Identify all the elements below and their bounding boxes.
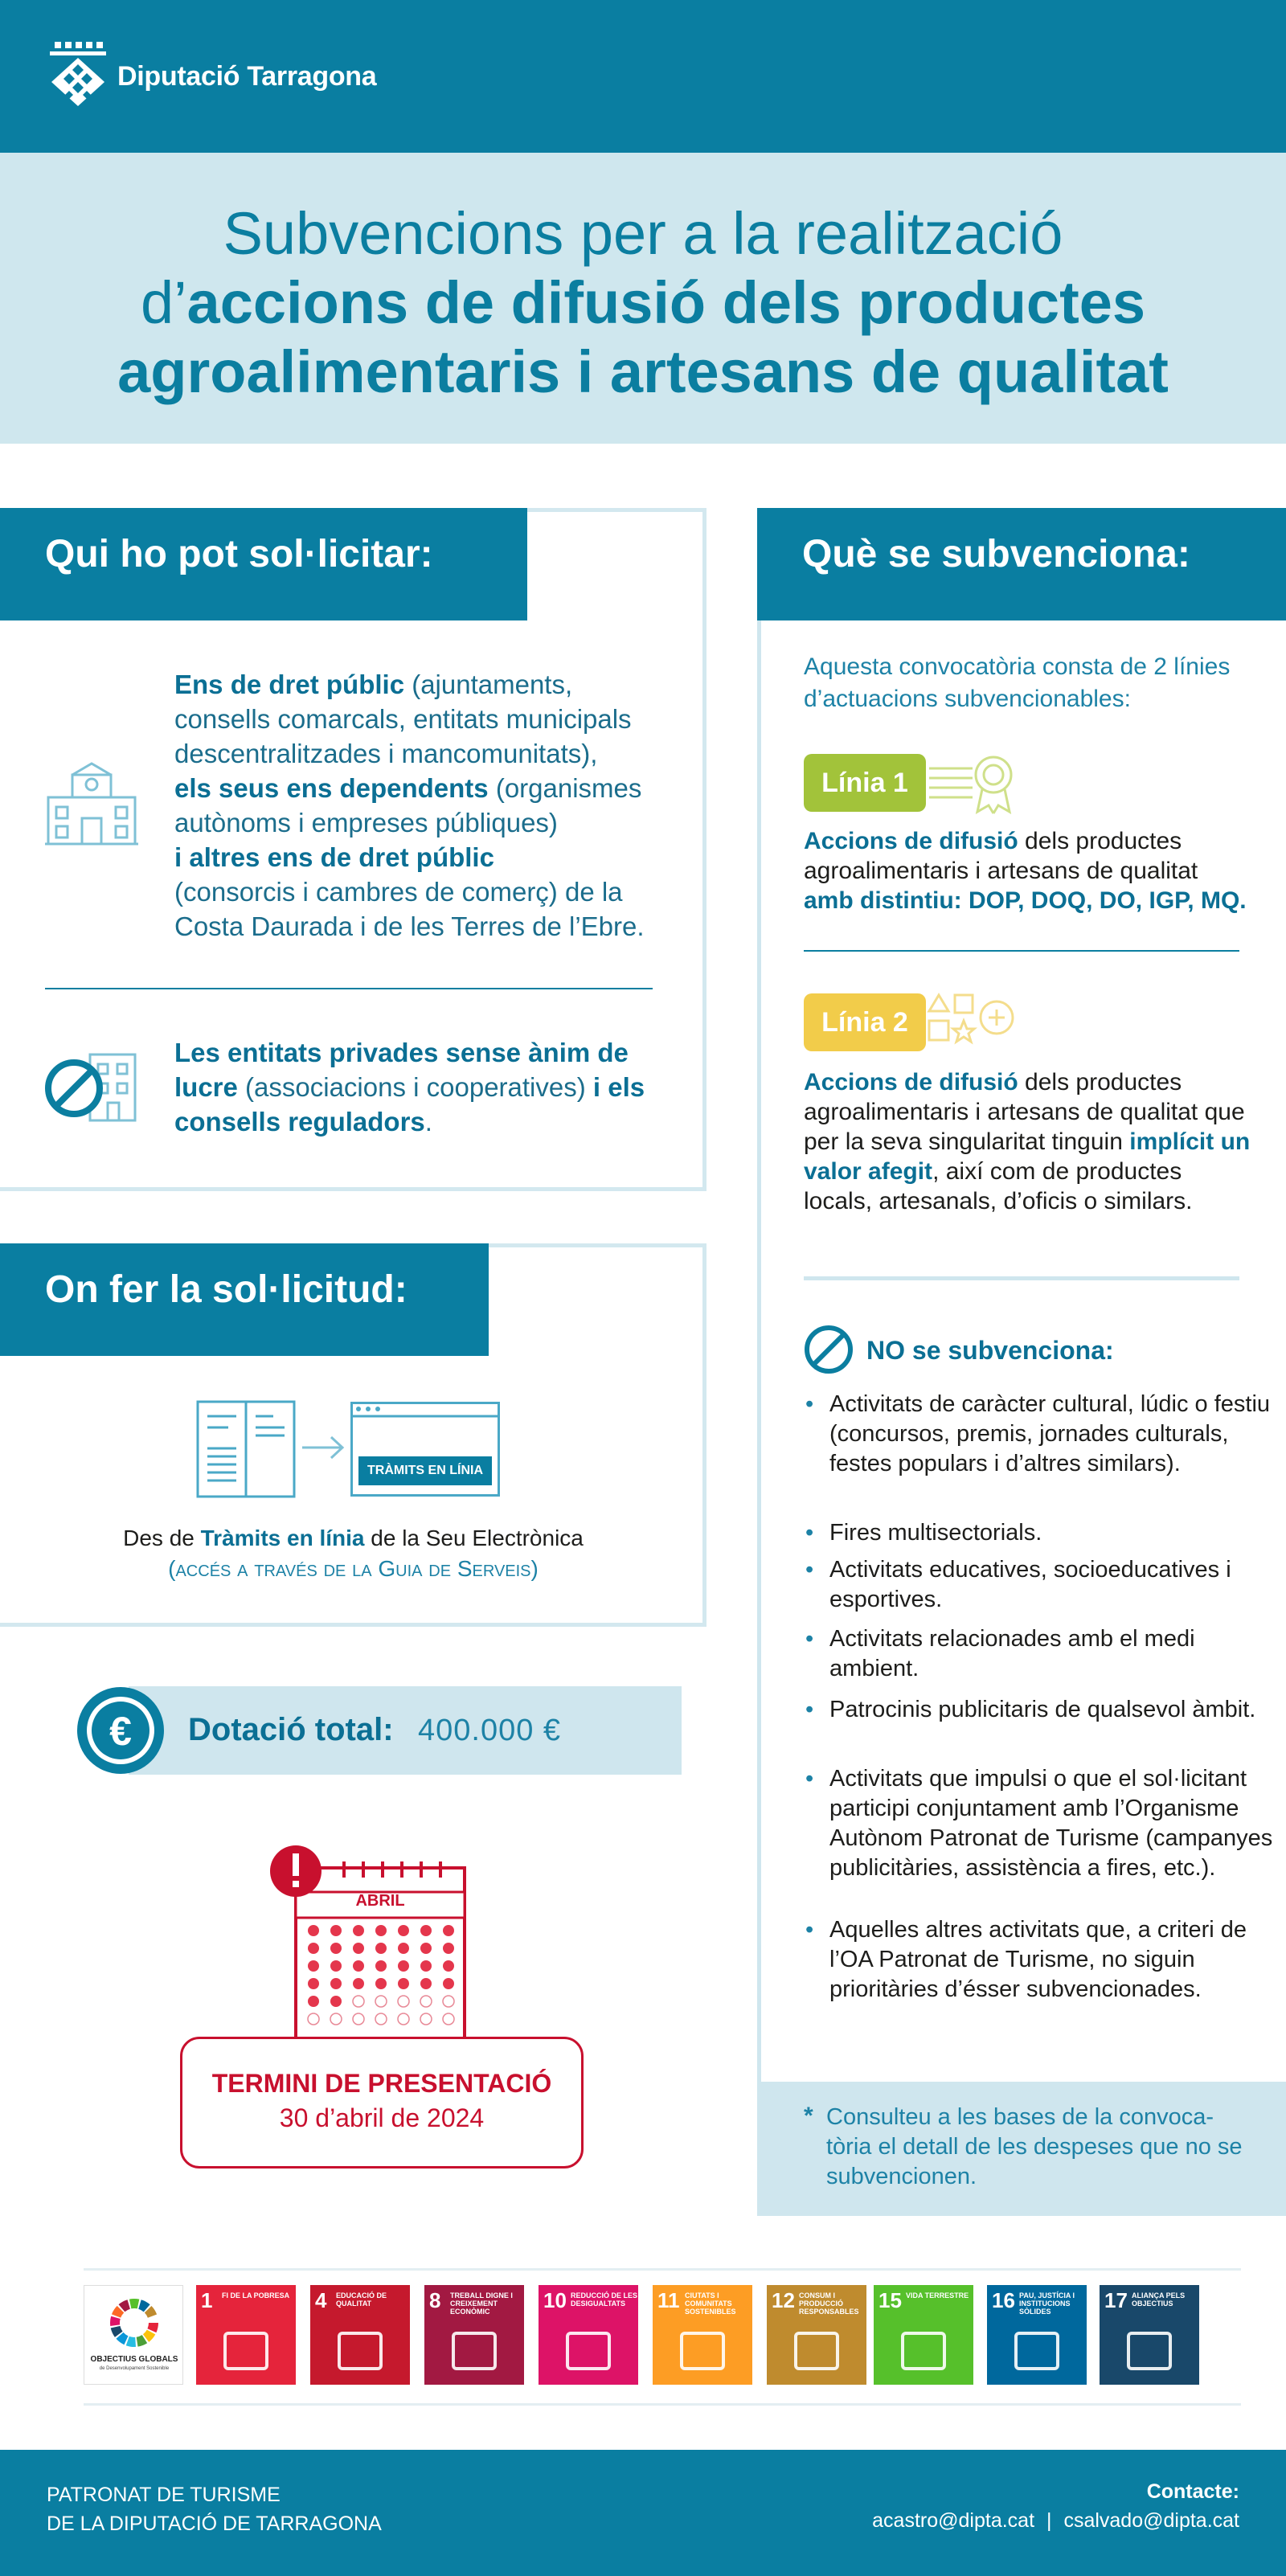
note-text: Consulteu a les bases de la convoca-tòria el detall de les despeses que no se subvencionen. (826, 2104, 1243, 2189)
note-star: * (804, 2103, 813, 2129)
where-suffix: de la Seu Electrònica (364, 1526, 584, 1550)
sdg-pictogram-icon (1127, 2332, 1172, 2370)
sdg-number: 15 (878, 2288, 902, 2312)
who2-t2: . (424, 1107, 432, 1136)
calendar-day-dot (443, 1925, 454, 1936)
who-t3: (consorcis i cambres de comerç) de la Costa Daurada i de les Terres de l’Ebre. (174, 877, 645, 941)
sdg-label: REDUCCIÓ DE LES DESIGUALTATS (571, 2291, 638, 2308)
calendar-day-dot (353, 1925, 364, 1936)
list-item-text: Activitats de caràcter cultural, lúdic o festiu (concursos, premis, jornades culturals, festes populars i d’altres similars). (829, 1391, 1271, 1476)
sdg-tile-4 (310, 2285, 410, 2385)
sdg-number: 12 (772, 2288, 795, 2312)
sdg-pictogram-icon (794, 2332, 839, 2370)
who-t2: (organismes autònoms i empreses públiques) (174, 773, 642, 838)
title-line-2 (0, 268, 1286, 338)
sdg-logo (84, 2285, 183, 2385)
calendar-day-dot (375, 1960, 387, 1972)
budget-label: Dotació total: (188, 1712, 394, 1747)
sdg-label: FI DE LA POBRESA (222, 2291, 290, 2300)
sdg-number: 4 (315, 2288, 327, 2312)
linia2-t1: dels productes agroalimentaris i artesans de qualitat que per la seva singularitat tinguin (804, 1069, 1245, 1155)
tramits-link[interactable]: Tràmits en línia (200, 1526, 365, 1550)
linia1-b1: Accions de difusió (804, 828, 1018, 854)
sdg-tile-10 (539, 2285, 638, 2385)
list-item: • Activitats que impulsi o que el sol·licitant participi conjuntament amb l’Organisme Autònom Patronat de Turisme (campanyes publicitàries, assistència a fires, etc.). (805, 1766, 1273, 1881)
sdg-pictogram-icon (338, 2332, 383, 2370)
calendar-day-dot (308, 1996, 319, 2007)
logo-text[interactable]: Diputació Tarragona (117, 61, 377, 92)
sdg-pictogram-icon (452, 2332, 497, 2370)
where-heading-tab (0, 1243, 489, 1356)
linia-divider (804, 950, 1239, 952)
calendar-day-dot (398, 1960, 409, 1972)
calendar-day-dot (420, 2013, 432, 2025)
list-item-text: Activitats que impulsi o que el sol·licitant participi conjuntament amb l’Organisme Autònom Patronat de Turisme (campanyes publicitàries, assistència a fires, etc.). (829, 1766, 1273, 1881)
contact-label: Contacte: (1146, 2480, 1239, 2503)
calendar-day-dot (308, 1943, 319, 1954)
sdg-tile-16 (987, 2285, 1087, 2385)
title-prefix: d’ (140, 269, 187, 336)
calendar-month: ABRIL (355, 1892, 405, 1910)
sdg-tile-15 (874, 2285, 973, 2385)
calendar-day-dot (375, 1943, 387, 1954)
sdg-tile-12 (767, 2285, 866, 2385)
who-block-2 (174, 1035, 657, 1139)
sdg-number: 17 (1104, 2288, 1128, 2312)
what-heading-tab (757, 508, 1286, 620)
sdg-label: ALIANÇA PELS OBJECTIUS (1132, 2291, 1186, 2308)
list-item-text: Activitats relacionades amb el medi ambient. (829, 1626, 1195, 1681)
sdg-label: PAU, JUSTÍCIA I INSTITUCIONS SÒLIDES (1019, 2291, 1075, 2316)
prohibited-icon (804, 1325, 854, 1374)
where-heading: On fer la sol·licitud: (45, 1268, 408, 1311)
calendar-day-dot (375, 1925, 387, 1936)
town-hall-icon (45, 762, 138, 846)
title-bold-1: accions de difusió dels productes (186, 269, 1146, 336)
email-link-2[interactable]: csalvado@dipta.cat (1063, 2509, 1239, 2532)
sdg-tile-11 (653, 2285, 752, 2385)
arrow-right-icon (301, 1435, 346, 1460)
sdg-pictogram-icon (223, 2332, 268, 2370)
sdg-tile-17 (1100, 2285, 1199, 2385)
sdg-bottom-rule (84, 2403, 1241, 2406)
sdg-pictogram-icon (680, 2332, 725, 2370)
where-text-1 (0, 1523, 706, 1554)
calendar-day-dot (375, 2013, 387, 2025)
sdg-number: 11 (657, 2288, 680, 2312)
who-b3: i altres ens de dret públic (174, 842, 494, 872)
sdg-top-rule (84, 2268, 1241, 2271)
who2-b1: Les entitats privades sense ànim de lucre (174, 1038, 629, 1102)
calendar-day-dot (353, 1960, 364, 1972)
calendar-day-dot (330, 2013, 342, 2025)
linia-1-text (804, 826, 1254, 915)
sdg-number: 16 (992, 2288, 1015, 2312)
who2-t1: (associacions i cooperatives) (237, 1072, 593, 1102)
linia-2-text (804, 1067, 1254, 1216)
sdg-label: CIUTATS I COMUNITATS SOSTENIBLES (685, 2291, 736, 2316)
deadline-date: 30 d’abril de 2024 (279, 2103, 485, 2132)
calendar-day-dot (330, 1978, 342, 1989)
sdg-number: 10 (543, 2288, 567, 2312)
calendar-day-dot (308, 1960, 319, 1972)
what-left-border (757, 620, 761, 2216)
list-item-text: Activitats educatives, socioeducatives i esportives. (829, 1557, 1231, 1612)
who-divider (45, 988, 653, 989)
calendar-day-dot (398, 2013, 409, 2025)
where-text-2[interactable]: (accés a través de la Guia de Serveis) (168, 1556, 539, 1581)
sdg-logo-sub: de Desenvolupament Sostenible (99, 2366, 170, 2371)
title-line-1: Subvencions per a la realització (223, 200, 1063, 267)
calendar-day-dot (443, 2013, 454, 2025)
linia2-b1: Accions de difusió (804, 1069, 1018, 1096)
deadline-box (180, 2037, 584, 2169)
calendar-day-dot (443, 1996, 454, 2007)
contact-emails (872, 2509, 1239, 2533)
title-bold-2: agroalimentaris i artesans de qualitat (117, 338, 1169, 405)
footer-org-line-2: DE LA DIPUTACIÓ DE TARRAGONA (47, 2513, 382, 2535)
shapes-icon (926, 992, 1014, 1053)
tramits-button[interactable]: TRÀMITS EN LÍNIA (358, 1456, 492, 1485)
document-icon (196, 1400, 296, 1498)
sdg-pictogram-icon (1014, 2332, 1059, 2370)
calendar-day-dot (308, 1978, 319, 1989)
linia1-t1: dels productes agroalimentaris i artesans de qualitat (804, 828, 1198, 884)
calendar-day-dot (330, 1943, 342, 1954)
who2-b2: i els consells reguladors (174, 1072, 645, 1136)
calendar-day-dot (330, 1996, 342, 2007)
sdg-logo-label: OBJECTIUS GLOBALS (90, 2355, 178, 2364)
calendar-day-dot (330, 1960, 342, 1972)
calendar-day-dot (398, 1943, 409, 1954)
email-separator: | (1046, 2509, 1052, 2532)
calendar-day-dot (353, 1943, 364, 1954)
what-heading: Què se subvenciona: (802, 533, 1190, 575)
calendar-day-dot (420, 1960, 432, 1972)
list-item: • Aquelles altres activitats que, a criteri de l’OA Patronat de Turisme, no siguin prioritàries d’ésser subvencionades. (805, 1917, 1247, 2002)
who-b2: els seus ens dependents (174, 773, 489, 803)
calendar-day-dot (443, 1978, 454, 1989)
list-item-text: Patrocinis publicitaris de qualsevol àmbit. (829, 1697, 1256, 1722)
list-item: • Activitats relacionades amb el medi ambient. (805, 1626, 1195, 1681)
list-item: • Activitats de caràcter cultural, lúdic o festiu (concursos, premis, jornades culturals, festes populars i d’altres similars). (805, 1391, 1271, 1476)
certificate-icon (928, 752, 1016, 817)
calendar-day-dot (420, 1925, 432, 1936)
euro-icon (76, 1685, 166, 1775)
calendar-day-dot (308, 1925, 319, 1936)
sdg-tile-1 (196, 2285, 296, 2385)
list-item: • Patrocinis publicitaris de qualsevol àmbit. (805, 1697, 1256, 1722)
sdg-pictogram-icon (566, 2332, 611, 2370)
where-prefix: Des de (123, 1526, 201, 1550)
calendar-day-dot (353, 1996, 364, 2007)
sdg-wheel-icon (109, 2297, 160, 2349)
who-b1: Ens de dret públic (174, 670, 405, 699)
calendar-day-dot (420, 1943, 432, 1954)
linia-2-badge: Línia 2 (804, 993, 926, 1051)
who-block-1 (174, 667, 673, 944)
list-item-text: Aquelles altres activitats que, a criteri de l’OA Patronat de Turisme, no siguin prioritàries d’ésser subvencionades. (829, 1917, 1247, 2002)
sdg-label: VIDA TERRESTRE (906, 2291, 969, 2300)
calendar-day-dot (398, 1996, 409, 2007)
list-item: • Fires multisectorials. (805, 1520, 1042, 1546)
budget-amount: 400.000 € (418, 1714, 562, 1747)
sdg-pictogram-icon (901, 2332, 946, 2370)
linia2-b2: implícit un valor afegit (804, 1128, 1251, 1185)
linia2-t2: , així com de productes locals, artesanals, d’oficis o similars. (804, 1158, 1193, 1214)
linia-1-badge: Línia 1 (804, 754, 926, 812)
sdg-label: TREBALL DIGNE I CREIXEMENT ECONÒMIC (450, 2291, 513, 2316)
who-heading-tab (0, 508, 527, 620)
calendar-day-dot (308, 2013, 319, 2025)
not-funded-divider (804, 1276, 1239, 1280)
list-item-text: Fires multisectorials. (829, 1520, 1042, 1546)
svg-text:€: € (109, 1709, 132, 1754)
calendar-day-dot (353, 1978, 364, 1989)
sdg-tile-8 (424, 2285, 524, 2385)
email-link-1[interactable]: acastro@dipta.cat (872, 2509, 1035, 2532)
sdg-number: 8 (429, 2288, 441, 2312)
deadline-title: TERMINI DE PRESENTACIÓ (211, 2069, 552, 2098)
calendar-icon (264, 1845, 473, 2046)
calendar-day-dot (353, 2013, 364, 2025)
calendar-day-dot (375, 1978, 387, 1989)
calendar-day-dot (420, 1996, 432, 2007)
browser-dots-icon (350, 1402, 500, 1418)
sdg-label: CONSUM I PRODUCCIÓ RESPONSABLES (799, 2291, 859, 2316)
diputacio-logo-icon (50, 42, 106, 106)
no-company-icon (43, 1050, 140, 1122)
what-intro: Aquesta convocatòria consta de 2 línies d’actuacions subvencionables: (804, 653, 1231, 712)
calendar-day-dot (420, 1978, 432, 1989)
sdg-label: EDUCACIÓ DE QUALITAT (336, 2291, 387, 2308)
calendar-day-dot (443, 1960, 454, 1972)
footer-org-line-1: PATRONAT DE TURISME (47, 2484, 281, 2506)
calendar-day-dot (398, 1978, 409, 1989)
who-t1: (ajuntaments, consells comarcals, entitats municipals descentralitzades i mancomunitats), (174, 670, 632, 768)
not-funded-heading: NO se subvenciona: (866, 1336, 1114, 1365)
sdg-number: 1 (201, 2288, 213, 2312)
list-item: • Activitats educatives, socioeducatives i esportives. (805, 1557, 1231, 1612)
who-heading: Qui ho pot sol·licitar: (45, 533, 433, 575)
calendar-day-dot (443, 1943, 454, 1954)
linia1-b2: amb distintiu: DOP, DOQ, DO, IGP, MQ. (804, 887, 1247, 914)
calendar-day-dot (375, 1996, 387, 2007)
calendar-day-dot (330, 1925, 342, 1936)
title-line-3 (0, 338, 1286, 407)
calendar-day-dot (398, 1925, 409, 1936)
footer-org (47, 2480, 382, 2538)
